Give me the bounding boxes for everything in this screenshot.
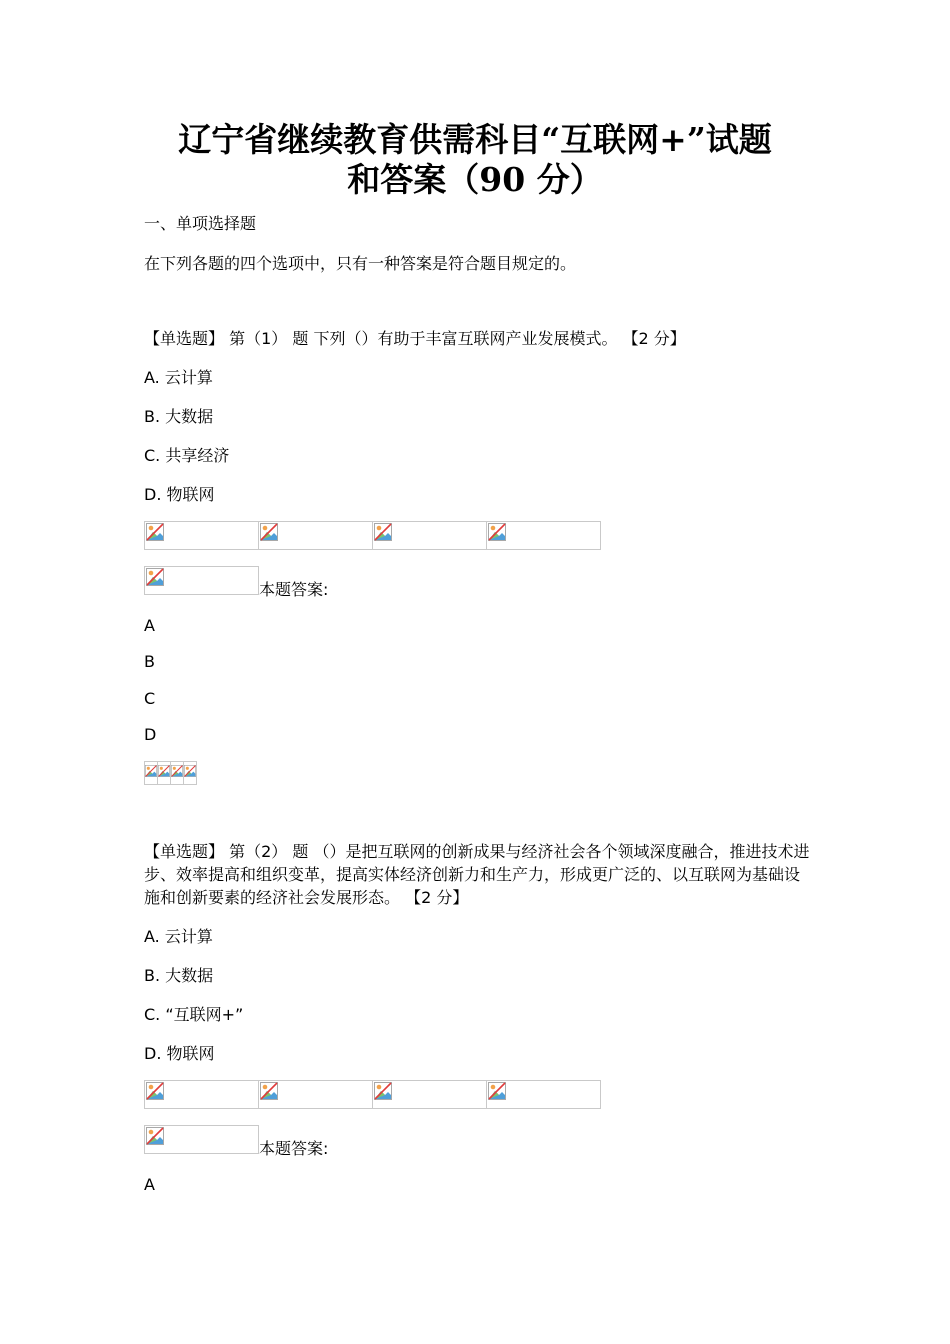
q2-option-a: A. 云计算 <box>144 927 213 946</box>
image-placeholder <box>373 521 487 550</box>
image-placeholder <box>171 761 184 785</box>
image-placeholder <box>144 521 259 550</box>
image-placeholder <box>259 1080 373 1109</box>
broken-image-icon <box>374 523 392 541</box>
broken-image-icon <box>146 1082 164 1100</box>
image-placeholder <box>259 521 373 550</box>
q1-answer-c: C <box>144 689 156 708</box>
q1-answer-a: A <box>144 616 155 635</box>
broken-image-icon <box>145 764 157 778</box>
image-placeholder <box>144 566 259 595</box>
broken-image-icon <box>260 1082 278 1100</box>
image-placeholder <box>373 1080 487 1109</box>
q1-option-c: C. 共享经济 <box>144 446 230 465</box>
image-placeholder <box>144 761 158 785</box>
broken-image-icon <box>171 764 183 778</box>
q2-answer-a: A <box>144 1175 155 1194</box>
q2-answer-image-row <box>144 1125 259 1153</box>
broken-image-icon <box>184 764 196 778</box>
q1-option-b: B. 大数据 <box>144 407 214 426</box>
image-placeholder <box>144 1080 259 1109</box>
instructions-text: 在下列各题的四个选项中，只有一种答案是符合题目规定的。 <box>144 254 577 273</box>
broken-image-icon <box>374 1082 392 1100</box>
image-placeholder <box>487 521 601 550</box>
broken-image-icon <box>260 523 278 541</box>
broken-image-icon <box>488 523 506 541</box>
q2-option-d: D. 物联网 <box>144 1044 215 1063</box>
q1-option-a: A. 云计算 <box>144 368 213 387</box>
q1-option-d: D. 物联网 <box>144 485 215 504</box>
q1-answer-d: D <box>144 725 157 744</box>
q1-answer-b: B <box>144 652 155 671</box>
broken-image-icon <box>146 568 164 586</box>
q1-answer-mini-image-row <box>144 761 197 789</box>
image-placeholder <box>158 761 171 785</box>
document-title-line2: 和答案（90 分） <box>347 160 603 199</box>
q1-answer-image-row <box>144 566 259 594</box>
q1-option-image-row <box>144 521 601 549</box>
broken-image-icon <box>488 1082 506 1100</box>
broken-image-icon <box>146 523 164 541</box>
q2-option-image-row <box>144 1080 601 1108</box>
image-placeholder <box>144 1125 259 1154</box>
q1-answer-label: 本题答案: <box>259 580 329 599</box>
q2-answer-label: 本题答案: <box>259 1139 329 1158</box>
image-placeholder <box>487 1080 601 1109</box>
q2-option-b: B. 大数据 <box>144 966 214 985</box>
q2-option-c: C. “互联网+” <box>144 1005 244 1024</box>
document-title-line1: 辽宁省继续教育供需科目“互联网+”试题 <box>178 120 772 159</box>
broken-image-icon <box>146 1127 164 1145</box>
q2-stem: 【单选题】 第（2） 题 （）是把互联网的创新成果与经济社会各个领域深度融合，推进技术进步、效率提高和组织变革，提高实体经济创新力和生产力，形成更广泛的、以互联网为基础设施和创新要素的经济社会发展形态。 【2 分】 <box>144 842 810 907</box>
image-placeholder <box>184 761 197 785</box>
q1-stem: 【单选题】 第（1） 题 下列（）有助于丰富互联网产业发展模式。 【2 分】 <box>144 329 686 348</box>
section-heading: 一、单项选择题 <box>144 214 257 233</box>
broken-image-icon <box>158 764 170 778</box>
